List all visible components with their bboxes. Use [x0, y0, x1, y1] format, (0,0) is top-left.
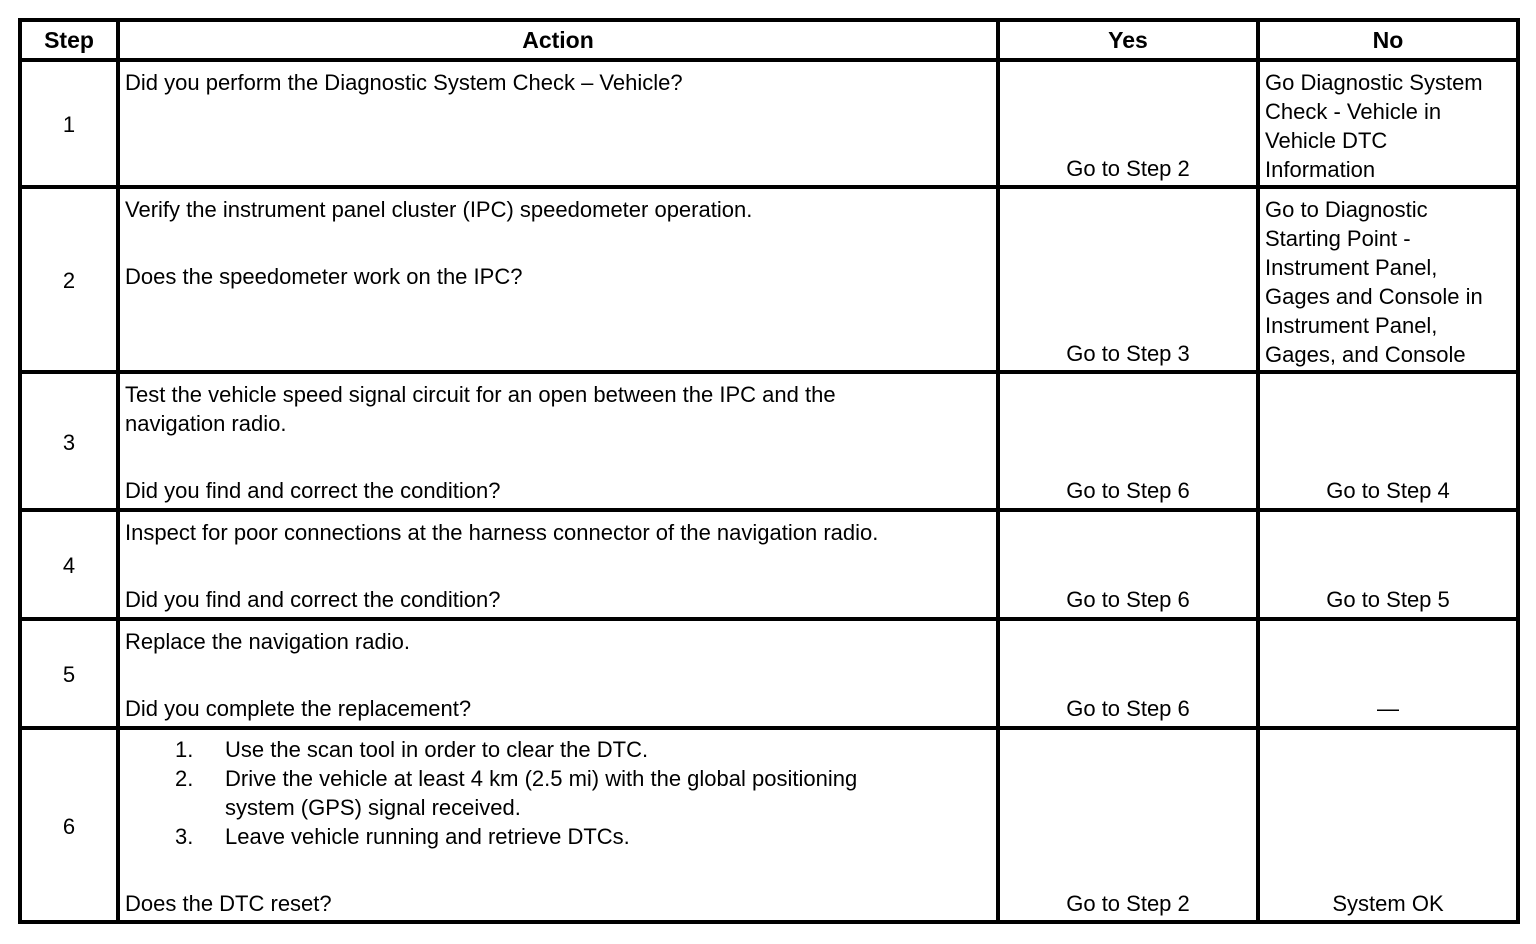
yes-target: Go to Step 6: [1066, 696, 1190, 721]
row-divider: [18, 726, 1520, 730]
action-question: Does the speedometer work on the IPC?: [125, 264, 523, 289]
no-target: Go Diagnostic System Check - Vehicle in Vehicle DTC Information: [1265, 70, 1483, 182]
step-number: 5: [62, 662, 76, 687]
no-target: System OK: [1332, 891, 1444, 916]
col-divider: [116, 18, 120, 924]
yes-target: Go to Step 3: [1066, 341, 1190, 366]
header-yes: Yes: [1108, 27, 1148, 53]
action-text: Inspect for poor connections at the harness connector of the navigation radio.: [125, 520, 879, 545]
table-border-bottom: [18, 920, 1520, 924]
action-question: Did you find and correct the condition?: [125, 587, 501, 612]
row-divider: [18, 185, 1520, 189]
row-divider: [18, 370, 1520, 374]
col-divider: [1256, 18, 1260, 924]
yes-target: Go to Step 2: [1066, 156, 1190, 181]
no-target: Go to Step 5: [1326, 587, 1450, 612]
col-divider: [1516, 18, 1520, 924]
no-target: Go to Step 4: [1326, 478, 1450, 503]
action-question: Did you complete the replacement?: [125, 696, 472, 721]
action-list: [125, 735, 985, 851]
action-text: Replace the navigation radio.: [125, 629, 410, 654]
list-item: 2. Drive the vehicle at least 4 km (2.5 mi) with the global positioning system (GPS) signal received.: [175, 766, 858, 820]
header-step: Step: [44, 27, 94, 53]
row-divider: [18, 617, 1520, 621]
no-target: Go to Diagnostic Starting Point - Instrument Panel, Gages and Console in Instrument Panel, Gages, and Console: [1265, 197, 1483, 367]
step-number: 3: [62, 430, 76, 455]
action-question: Does the DTC reset?: [125, 891, 332, 916]
action-text: Test the vehicle speed signal circuit for an open between the IPC and the navigation radio.: [125, 382, 836, 436]
action-text: Verify the instrument panel cluster (IPC) speedometer operation.: [125, 197, 753, 222]
step-number: 2: [62, 268, 76, 293]
step-number: 4: [62, 553, 76, 578]
yes-target: Go to Step 6: [1066, 478, 1190, 503]
step-number: 1: [62, 112, 76, 137]
yes-target: Go to Step 6: [1066, 587, 1190, 612]
no-target: —: [1377, 696, 1399, 721]
row-divider: [18, 508, 1520, 512]
header-action: Action: [522, 27, 594, 53]
diagnostic-table: [18, 18, 1520, 924]
step-number: 6: [62, 814, 76, 839]
action-text: Did you perform the Diagnostic System Check – Vehicle?: [125, 70, 683, 95]
list-item: 3. Leave vehicle running and retrieve DTCs.: [175, 824, 630, 849]
col-divider: [18, 18, 22, 924]
action-question: Did you find and correct the condition?: [125, 478, 501, 503]
header-no: No: [1372, 27, 1404, 53]
yes-target: Go to Step 2: [1066, 891, 1190, 916]
list-item: 1. Use the scan tool in order to clear the DTC.: [175, 737, 649, 762]
